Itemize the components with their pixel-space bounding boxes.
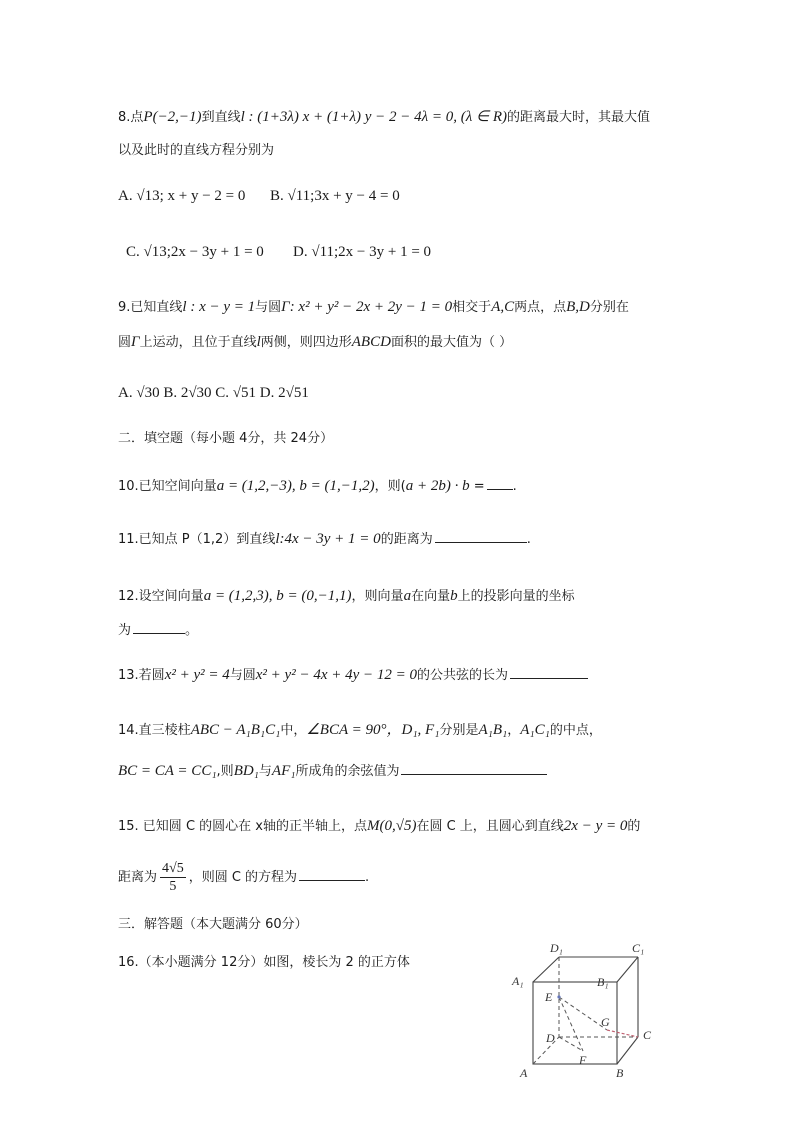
q13-prefix: 13.若圆 [118,668,165,683]
q12-line1 [118,585,575,608]
q12-vectors: a = (1,2,3), b = (0,−1,1) [203,588,352,604]
q13-circle-2: x² + y² − 4x + 4y − 12 = 0 [255,667,418,683]
q9-circle-equation: Γ: x² + y² − 2x + 2y − 1 = 0 [281,299,453,315]
label-c1: C₁ [632,941,645,955]
q16-stem: 16.（本小题满分 12分）如图，棱长为 2 的正方体 [118,955,410,970]
q8-stem-line2: 以及此时的直线方程分别为 [118,143,275,158]
q15-period: . [365,870,370,885]
q8-stem-line1 [118,106,650,129]
section-3-heading: 三．解答题（本大题满分 60分） [118,917,308,932]
edge-b-c [617,1037,638,1064]
label-a1: A₁ [512,974,524,988]
q13-answer-blank[interactable] [510,664,588,679]
q9-points-bd: B,D [566,299,590,315]
label-e: E [545,990,553,1004]
q12-answer-blank[interactable] [133,619,185,634]
q8-option-b [270,185,400,207]
q9-text-h: 面积的最大值为（ ） [390,335,513,350]
q15-line2 [118,860,369,896]
q8-text: 到直线 [201,110,241,125]
q8-option-d-text: D. √11;2x − 3y + 1 = 0 [293,244,432,260]
label-b: B [616,1066,624,1080]
q10-eq: = [469,479,485,494]
q11-line-equation: l:4x − 3y + 1 = 0 [275,531,381,547]
q10-text: ，则( [374,479,406,494]
q11-prefix: 11.已知点 P（1,2）到直线 [118,532,276,547]
label-b1: B₁ [597,975,609,989]
edge-b1-c1 [617,957,638,982]
q15-fraction [160,860,186,895]
q9-text-c: 两点，点 [514,300,567,315]
q14-text-a: 中， [280,723,307,738]
q12-prefix: 12.设空间向量 [118,589,204,604]
q8-line-equation: l : (1+3λ) x + (1+λ) y − 2 − 4λ = 0, (λ ∈ R) [240,109,507,125]
q12-period: 。 [185,623,199,638]
q12-text-d: 为 [118,623,132,638]
q14-segment-2: A₁C₁ [520,722,550,738]
q13 [118,664,588,687]
q8-option-d [293,241,431,263]
q14-text-f: 所成角的余弦值为 [295,764,400,779]
q14-text-b: 分别是 [439,723,479,738]
q9-stem-line2 [118,331,512,354]
q10-answer-blank[interactable] [487,475,513,490]
q14-points: D₁, F₁ [401,722,440,738]
edge-a1-d1 [533,957,559,982]
q15-prefix: 15. 已知圆 C 的圆心在 x轴的正半轴上，点 [118,819,367,834]
q9-gamma: Γ [131,334,140,350]
q8-point: P(−2,−1) [143,109,202,125]
q15-answer-blank[interactable] [299,866,365,881]
q12-text-b: 在向量 [411,589,451,604]
q12-text-c: 上的投影向量的坐标 [457,589,575,604]
section-2-heading: 二．填空题（每小题 4分，共 24分） [118,431,334,446]
q14-angle: ∠BCA = 90°， [306,722,402,738]
q9-text-d: 分别在 [589,300,629,315]
segment-e-g [559,997,607,1030]
label-f: F [579,1053,587,1067]
q12-line2 [118,619,198,642]
label-a: A [520,1066,528,1080]
q12-vector-b: b [450,588,458,604]
q14-prism: ABC − A₁B₁C₁ [190,722,281,738]
q13-text-a: 与圆 [229,668,256,683]
q8-option-a [118,185,245,207]
label-g: G [601,1015,610,1029]
q10-vectors: a = (1,2,−3), b = (1,−1,2) [216,478,375,494]
q10-period: . [512,479,517,494]
q9-options: A. √30 B. 2√30 C. √51 D. 2√51 [118,385,309,401]
q14-line-af1: AF₁ [271,763,296,779]
q9-l: l [256,334,261,350]
q12-vector-a: a [403,588,412,604]
q14-text-d: ,则 [216,764,234,779]
q9-text-e: 圆 [118,335,132,350]
label-c: C [643,1028,652,1042]
q9-points-ac: A,C [491,299,515,315]
label-d: D [546,1031,555,1045]
q9-text-f: 上运动，且位于直线 [139,335,257,350]
q14-text-e: 与 [258,764,272,779]
segment-g-c [607,1030,638,1037]
cube-figure [505,935,665,1085]
q9-text-g: 两侧，则四边形 [260,335,352,350]
q15-fraction-denominator: 5 [169,879,177,894]
q14-prefix: 14.直三棱柱 [118,723,191,738]
q11 [118,528,531,551]
q9-text-b: 相交于 [452,300,492,315]
q11-text: 的距离为 [380,532,433,547]
q8-option-c-text: C. √13;2x − 3y + 1 = 0 [126,244,264,260]
q12-text-a: ，则向量 [351,589,404,604]
q8-option-c [126,241,264,263]
q9-abcd: ABCD [351,334,391,350]
q14-segment-1: A₁B₁ [478,722,508,738]
q8-option-a-text: A. √13; x + y − 2 = 0 [118,188,246,204]
q10-prefix: 10.已知空间向量 [118,479,217,494]
q11-answer-blank[interactable] [435,528,527,543]
q15-line-equation: 2x − y = 0 [563,818,628,834]
q10-expression: a + 2b) · b [405,478,470,494]
q15-text-a: 在圆 C 上，且圆心到直线 [416,819,564,834]
q9-line-equation: l : x − y = 1 [182,299,256,315]
q15-text-b: 的 [627,819,641,834]
q14-line2 [118,760,547,783]
q14-sep: ， [507,723,521,738]
q14-text-c: 的中点， [549,723,602,738]
q8-option-b-text: B. √11;3x + y − 4 = 0 [270,188,400,204]
q15-text-d: ，则圆 C 的方程为 [188,870,298,885]
point-e-dot [557,995,560,998]
q8-prefix: 8.点 [118,110,144,125]
q14-line-bd1: BD₁ [233,763,259,779]
q11-period: . [526,532,531,547]
q14-answer-blank[interactable] [401,760,547,775]
q9-text-a: 与圆 [255,300,282,315]
q9-prefix: 9.已知直线 [118,300,183,315]
q13-circle-1: x² + y² = 4 [164,667,230,683]
q9-stem-line1 [118,296,629,319]
label-d1: D₁ [550,941,563,955]
q14-condition: BC = CA = CC₁ [118,763,217,779]
q15-point-m: M(0,√5) [366,818,417,834]
q14-line1 [118,719,602,742]
q15-fraction-numerator: 4√5 [162,861,184,876]
q13-text-b: 的公共弦的长为 [417,668,509,683]
q10 [118,475,517,498]
q15-text-c: 距离为 [118,870,158,885]
q8-text2: 的距离最大时，其最大值 [506,110,650,125]
q15-line1 [118,815,640,838]
